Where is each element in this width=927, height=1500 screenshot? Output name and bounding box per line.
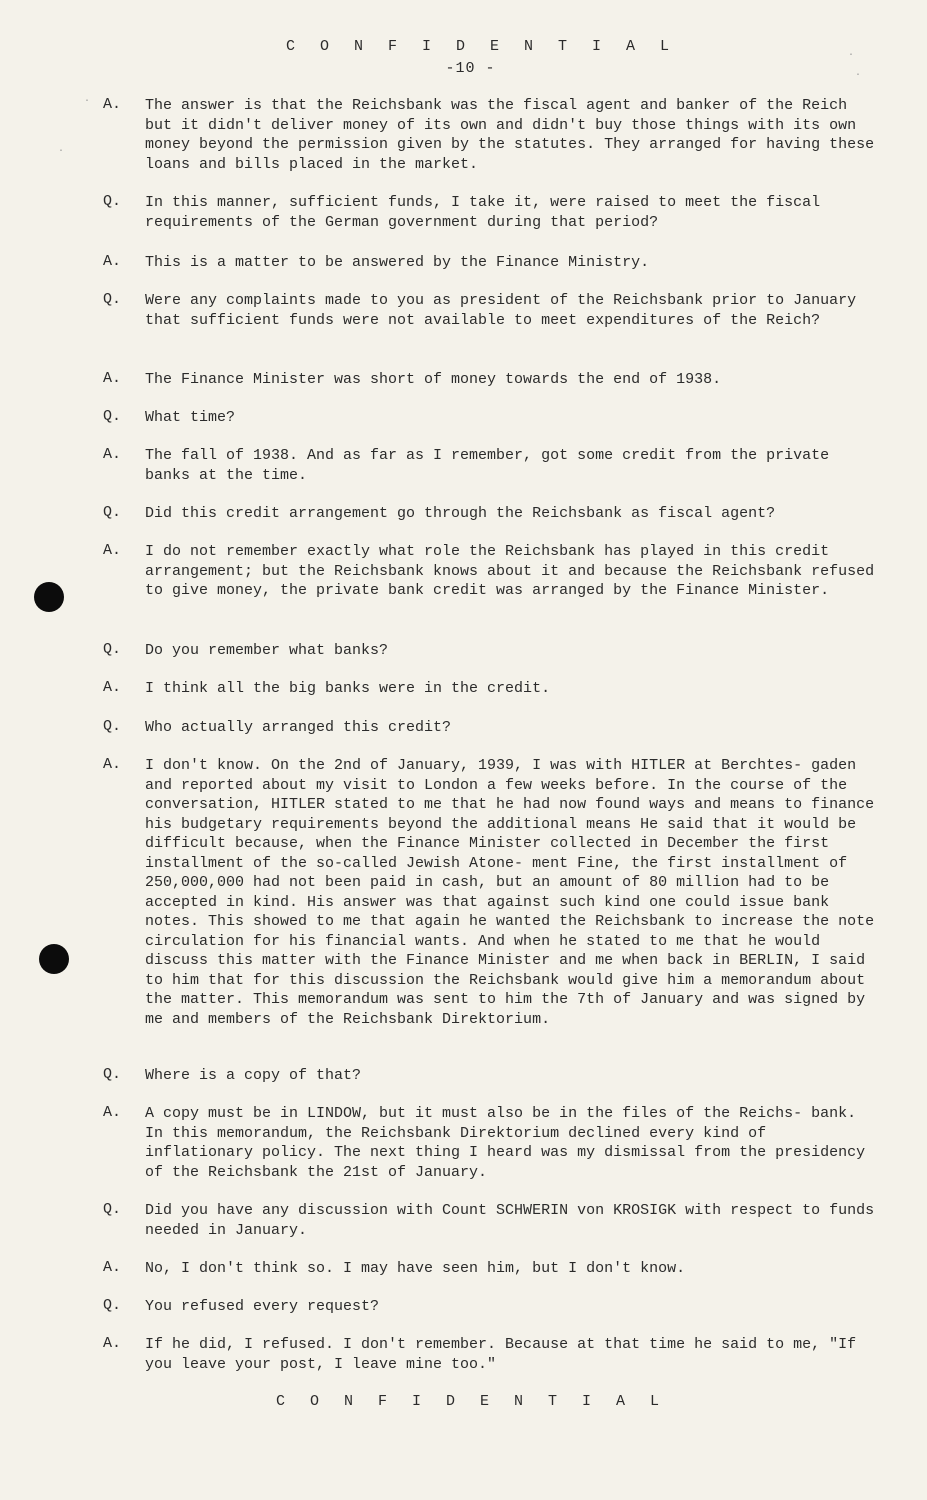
speaker-label: A. — [103, 1104, 122, 1121]
question-text: Where is a copy of that? — [145, 1067, 362, 1084]
speaker-label: Q. — [103, 718, 122, 735]
answer-text: If he did, I refused. I don't remember. Because at that time he said to me, "If you leave your post, I leave mine too." — [145, 1336, 857, 1373]
speaker-label: A. — [103, 679, 122, 696]
classification-footer: C O N F I D E N T I A L — [275, 1393, 668, 1410]
answer-block — [103, 96, 883, 174]
question-text: Did you have any discussion with Count SCHWERIN von KROSIGK with respect to funds needed in January. — [145, 1202, 875, 1239]
answer-block — [103, 370, 883, 390]
answer-text: The fall of 1938. And as far as I remember, got some credit from the private banks at the time. — [145, 447, 830, 484]
question-text: Did this credit arrangement go through the Reichsbank as fiscal agent? — [145, 505, 776, 522]
page-number: -10 - — [445, 60, 496, 77]
answer-text: The answer is that the Reichsbank was the fiscal agent and banker of the Reich but it didn't deliver money of its own and didn't buy those things with its own money beyond the permission given by the statutes. They arranged for having these loans and bills placed in the market. — [145, 97, 875, 173]
answer-block — [103, 1104, 883, 1182]
speaker-label: Q. — [103, 504, 122, 521]
answer-block — [103, 756, 883, 1029]
punch-hole — [39, 944, 69, 974]
paper-speck: · — [855, 70, 862, 81]
speaker-label: A. — [103, 1335, 122, 1352]
speaker-label: A. — [103, 253, 122, 270]
answer-block — [103, 1259, 883, 1279]
question-text: Do you remember what banks? — [145, 642, 389, 659]
question-text: What time? — [145, 409, 236, 426]
question-block — [103, 718, 883, 738]
answer-text: I don't know. On the 2nd of January, 1939, I was with HITLER at Berchtes- gaden and reported about my visit to London a few weeks before. In the course of the conversation, HITLER stated to me that he had now found ways and means to finance his budgetary requirements beyond the additional means He said that it would be difficult because, when the Finance Minister collected in December the first installment of the so-called Jewish Atone- ment Fine, the first installment of 250,000,000 had not been paid in cash, but an amount of 80 million had to be accepted in kind. His answer was that against such kind one could issue bank notes. This showed to me that again he wanted the Reichsbank to increase the note circulation for his financial wants. And when he stated to me that he would discuss this matter with the Finance Minister and me when back in BERLIN, I said to him that for this discussion the Reichsbank would give him a memorandum about the matter. This memorandum was sent to him the 7th of January and was signed by me and members of the Reichsbank Direktorium. — [145, 757, 875, 1028]
question-block — [103, 641, 883, 661]
speaker-label: A. — [103, 756, 122, 773]
answer-block — [103, 446, 883, 485]
answer-text: I do not remember exactly what role the Reichsbank has played in this credit arrangement; but the Reichsbank knows about it and because the Reichsbank refused to give money, the private bank credit was arranged by the Finance Minister. — [145, 543, 875, 599]
speaker-label: A. — [103, 1259, 122, 1276]
speaker-label: A. — [103, 370, 122, 387]
answer-block — [103, 253, 883, 273]
paper-speck: · — [58, 146, 65, 157]
answer-text: I think all the big banks were in the credit. — [145, 680, 551, 697]
answer-block — [103, 679, 883, 699]
speaker-label: Q. — [103, 1201, 122, 1218]
punch-hole — [34, 582, 64, 612]
paper-speck: · — [84, 96, 91, 107]
answer-text: This is a matter to be answered by the Finance Ministry. — [145, 254, 650, 271]
speaker-label: Q. — [103, 1297, 122, 1314]
speaker-label: Q. — [103, 193, 122, 210]
answer-block — [103, 1335, 883, 1374]
speaker-label: Q. — [103, 291, 122, 308]
question-block — [103, 504, 883, 524]
question-block — [103, 291, 883, 330]
question-block — [103, 408, 883, 428]
speaker-label: A. — [103, 542, 122, 559]
answer-text: A copy must be in LINDOW, but it must also be in the files of the Reichs- bank. In this memorandum, the Reichsbank Direktorium declined every kind of inflationary policy. The next thing I heard was my dismissal from the presidency of the Reichsbank the 21st of January. — [145, 1105, 866, 1181]
question-block — [103, 193, 883, 232]
speaker-label: A. — [103, 96, 122, 113]
classification-header: C O N F I D E N T I A L — [285, 38, 678, 55]
question-block — [103, 1201, 883, 1240]
answer-text: The Finance Minister was short of money towards the end of 1938. — [145, 371, 722, 388]
question-block — [103, 1297, 883, 1317]
question-text: In this manner, sufficient funds, I take it, were raised to meet the fiscal requirements of the German government during that period? — [145, 194, 821, 231]
speaker-label: Q. — [103, 641, 122, 658]
question-text: Who actually arranged this credit? — [145, 719, 452, 736]
speaker-label: A. — [103, 446, 122, 463]
question-block — [103, 1066, 883, 1086]
answer-text: No, I don't think so. I may have seen him, but I don't know. — [145, 1260, 686, 1277]
speaker-label: Q. — [103, 1066, 122, 1083]
paper-speck: · — [848, 50, 855, 61]
answer-block — [103, 542, 883, 601]
question-text: You refused every request? — [145, 1298, 380, 1315]
speaker-label: Q. — [103, 408, 122, 425]
question-text: Were any complaints made to you as president of the Reichsbank prior to January that sufficient funds were not available to meet expenditures of the Reich? — [145, 292, 857, 329]
